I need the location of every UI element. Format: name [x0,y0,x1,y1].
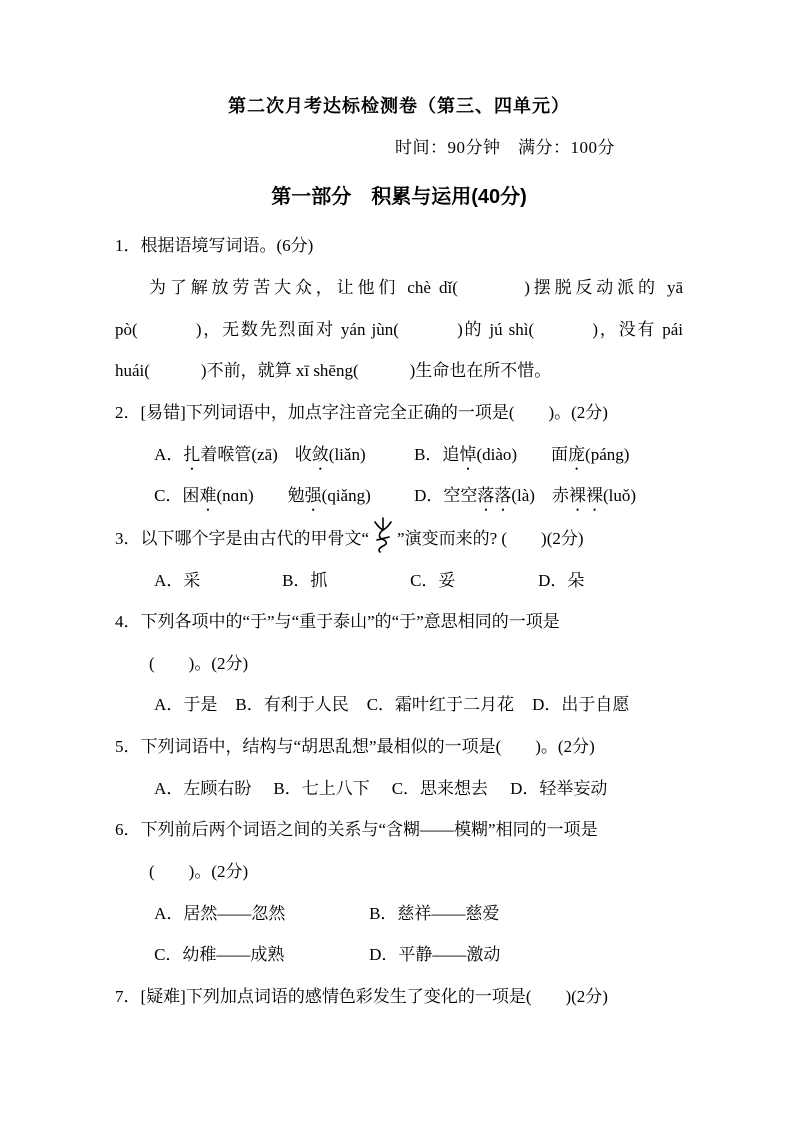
question-5-option-a: A．左顾右盼 [154,778,252,798]
question-3-stem-text-after: ”演变而来的? ( )(2分) [397,528,584,548]
question-5-stem: 5．下列词语中，结构与“胡思乱想”最相似的一项是( )。(2分) [115,737,595,757]
question-1 [115,225,683,392]
paper-title: 第二次月考达标检测卷（第三、四单元） [228,96,570,116]
question-6 [115,809,683,976]
question-3 [115,517,683,601]
question-1-fill-in-paragraph: 为了解放劳苦大众，让他们 chè dǐ( )摆脱反动派的 yā pò( )，无数先烈面对 yán jùn( )的 jú shì( )，没有 pái huái( )不前，就算 xī shēng( )生命也在所不惜。 [115,278,683,381]
question-5-option-row [115,768,683,810]
question-2-option-a: A．扎着喉管(zā) 收敛(liǎn) [154,444,366,464]
question-5-option-b: B．七上八下 [273,778,370,798]
question-3-option-c: C．妥 [410,570,456,590]
question-6-stem-continued: ( )。(2分) [149,862,249,881]
question-6-option-b: B．慈祥——慈爱 [369,903,500,923]
question-5-option-c: C．思来想去 [391,778,489,798]
section-header: 第一部分 积累与运用(40分) [271,186,527,209]
question-6-option-a: A．居然——忽然 [154,903,286,923]
question-4-stem: 4．下列各项中的“于”与“重于泰山”的“于”意思相同的一项是 [115,612,560,632]
question-2-option-row-1 [115,434,683,476]
paper-time-score-meta: 时间：90分钟 满分：100分 [395,137,615,157]
question-4-option-d: D．出于自愿 [532,695,630,715]
question-4-stem-continued: ( )。(2分) [149,653,249,673]
question-6-option-c: C．幼稚——成熟 [154,945,285,965]
question-2-option-d: D．空空落落(là) 赤裸裸(luǒ) [414,486,637,506]
question-2-option-c: C．困难(nɑn) 勉强(qiǎng) [154,486,371,506]
question-2-stem: 2．[易错]下列词语中，加点字注音完全正确的一项是( )。(2分) [115,402,608,422]
question-3-stem [115,517,683,560]
question-7 [115,976,683,1018]
question-5-option-d: D．轻举妄动 [510,778,608,798]
question-4-option-a: A．于是 [154,695,218,715]
question-6-option-row-1 [115,893,683,935]
question-4-option-row [115,684,683,726]
question-4 [115,601,683,726]
question-4-option-c: C．霜叶红于二月花 [366,695,515,715]
question-3-option-d: D．朵 [538,570,585,590]
question-3-option-row [115,560,683,602]
question-5 [115,726,683,809]
question-6-stem: 6．下列前后两个词语之间的关系与“含糊——模糊”相同的一项是 [115,820,598,840]
question-2-option-b: B．追悼(diào) 面庞(páng) [414,444,630,464]
question-3-option-b: B．抓 [282,570,328,590]
question-3-stem-text-before: 3．以下哪个字是由古代的甲骨文“ [115,528,370,548]
question-4-option-b: B．有利于人民 [235,695,349,715]
question-6-option-d: D．平静——激动 [369,945,501,965]
question-3-option-a: A．采 [154,570,201,590]
question-7-stem: 7．[疑难]下列加点词语的感情色彩发生了变化的一项是( )(2分) [115,986,608,1006]
question-2 [115,392,683,517]
question-2-option-row-2 [115,475,683,517]
oracle-bone-glyph-icon [372,517,394,553]
question-1-stem: 1．根据语境写词语。(6分) [115,236,314,256]
question-6-option-row-2 [115,934,683,976]
